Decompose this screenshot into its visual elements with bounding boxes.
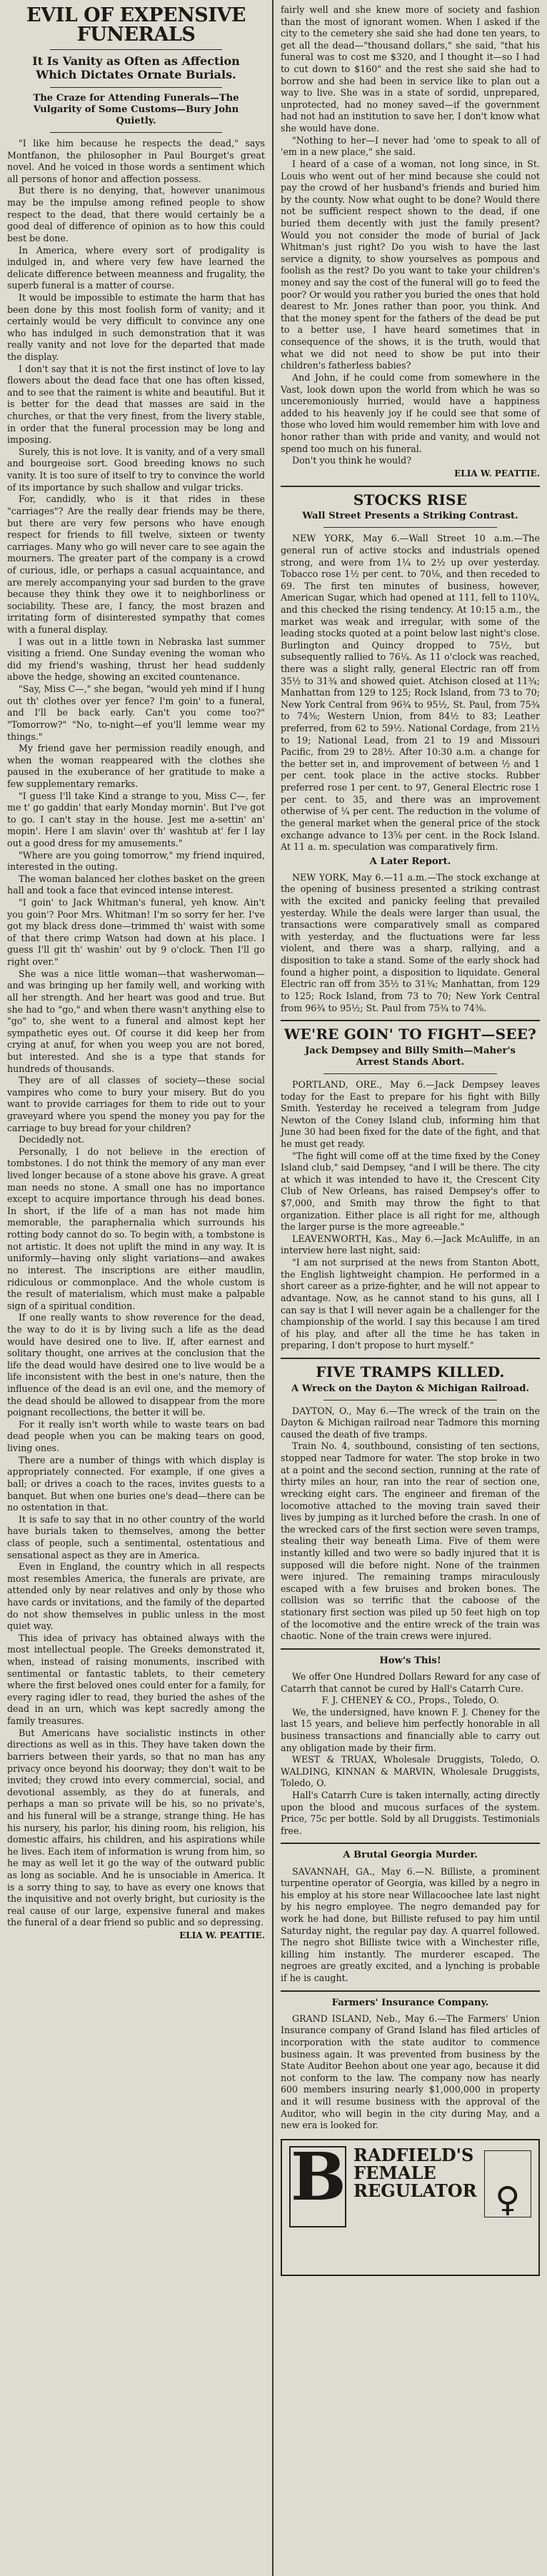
advertisement-regulator xyxy=(281,2139,540,2276)
author-signature: ELIA W. PEATTIE. xyxy=(179,1930,265,1941)
paragraph: Personally, I do not believe in the erection of tombstones. I do not think the memory of any man ever lived longer because of a stone above his grave. A great man needs no stone. A small one has no importance except to acquire importance through his dead bones. In short, if the life of a man has not made him memorable, the paraphernalia which surrounds his rotting body cannot do so. To begin with, a tombstone is not artistic. It does not uplift the mind in any way. It is uniformly—having only slight variations—and awakes no interest. The inscriptions are either maudlin, ridiculous or commonplace. And the whole custom is the result of materialism, which must make a palpable sign of a spiritual condition. xyxy=(7,1146,265,1311)
paragraph: "I guess I'll take Kind a strange to you, Miss C—, fer me t' go gaddin' that early Monday mornin'. But I've got to go. I can't stay in the house. Jest me a-settin' an' mopin'. Here I am slavin' over th' washtub at' fer I lay out a good dress for my amusements." xyxy=(7,790,265,848)
paragraph: She was a nice little woman—that washerwoman—and was bringing up her family well, and working with all her strength. And her heart was good and true. But she had to "go," and when there wasn't anything else to "go" to, she went to a funeral and almost kept her sympathetic eyes out. Of course it did keep her from crying at anuf, for when you weep you are not bored, but interested. And she is a type that stands for hundreds of thousands. xyxy=(7,968,265,1074)
section-divider xyxy=(281,1020,540,1021)
paragraph: "I goin' to Jack Whitman's funeral, yeh know. Ain't you goin'? Poor Mrs. Whitman! I'm so sorry fer her. I've got my black dress done—trimmed th' waist with some of that there crimp Watson had down at his place. I guess I'll git th' washin' out by 9 o'clock. Then I'll go right over." xyxy=(7,897,265,968)
paragraph: "Say, Miss C—," she began, "would yeh mind if I hung out th' clothes over yer fence? I'm goin' to a funeral, and I'll be back early. Can't you come too?" "Tomorrow?" "No, to-night—ef you'll lemme wear my things." xyxy=(7,683,265,742)
paragraph: They are of all classes of society—these social vampires who come to bury your misery. But do you want to provide carriages for them to ride out to your graveyard where you spend the money you pay for the carriage to buy bread for your children? xyxy=(7,1075,265,1133)
headline-georgia-murder: A Brutal Georgia Murder. xyxy=(343,1850,478,1861)
paragraph: NEW YORK, May 6.—Wall Street 10 a.m.—The general run of active stocks and industrials opened strong, and were from 1¼ to 2½ up over yesterday. Tobacco rose 1½ per cent. to 70⅛, and then receded to 69. The first ten minutes of business, however, American Sugar, which had opened at 111, fell to 110¼, and this checked the rising tendency. At 10:15 a.m., the market was weak and irregular, with some of the leading stocks quoted at a point below last night's close. Burlington and Quincy dropped to 75½, but subsequently rallied to 76¼. As 11 o'clock was reached, there was a slight rally, general Electric ran off from 35½ to 31¾ and showed quiet. Atchison closed at 11¾; Manhattan from 129 to 125; Rock Island, from 73 to 70; New York Central from 96¾ to 95½, St. Paul, from 75¾ to 74⅜; Western Union, from 84½ to 83; Leather preferred, from 62 to 59½. National Cordage, from 21½ to 19; National Lead, from 21 to 19 and Missouri Pacific, from 29 to 28½. After 10:30 a.m. a change for the better set in, and improvement of between ½ and 1 per cent. took place in the active stocks. Rubber preferred rose 1 per cent. to 97, General Electric rose 1 per cent. to 35, and there was an improvement otherwise of ¼ per cent. The reduction in the volume of the general market when the general price of the stock exchange advance to 13⅝ per cent. in the Rock Island. At 11 a. m. speculation was comparatively firm. xyxy=(281,533,540,853)
deck-craze: The Craze for Attending Funerals—The Vulgarity of Some Customs—Bury John Quietly. xyxy=(33,92,239,126)
paragraph: WEST & TRUAX, Wholesale Druggists, Toledo, O. WALDING, KINNAN & MARVIN, Wholesale Druggists, Toledo, O. xyxy=(281,1754,540,1789)
section-divider xyxy=(281,486,540,487)
ad-text xyxy=(353,2146,477,2200)
headline-hows-this: How's This! xyxy=(379,1655,441,1666)
paragraph: For it really isn't worth while to waste tears on bad dead people when you can be making tears on good, living ones. xyxy=(7,1418,265,1454)
section-divider xyxy=(281,1990,540,1992)
headline-fight: WE'RE GOIN' TO FIGHT—SEE? xyxy=(283,1026,537,1043)
paragraph: In America, where every sort of prodigality is indulged in, and where very few have learned the delicate difference between meanness and frugality, the superb funeral is a matter of course. xyxy=(7,244,265,291)
paragraph: There are a number of things with which display is appropriately connected. For example, if one gives a ball; or drives a coach to the races, invites guests to a banquet. But when one buries one's dead—there can be no ostentation in that. xyxy=(7,1454,265,1513)
subhead-later-report: A Later Report. xyxy=(369,856,451,867)
paragraph: DAYTON, O., May 6.—The wreck of the train on the Dayton & Michigan railroad near Tadmore this morning caused the death of five tramps. xyxy=(281,1405,540,1440)
paragraph: Surely, this is not love. It is vanity, and of a very small and bourgeoise sort. Good breeding knows no such vanity. It is too sure of itself to try to convince the world of its importance by such shallow and vulgar tricks. xyxy=(7,446,265,493)
paragraph: This idea of privacy has obtained always with the most intellectual people. The Greeks demonstrated it, when, instead of raising monuments, inscribed with sentimental or fantastic tablets, to their cemetery where the first beloved ones could enter for a family, for every raging idler to read, they buried the ashes of the dead in an urn, which was kept sacredly among the family treasures. xyxy=(7,1632,265,1727)
paragraph: PORTLAND, ORE., May 6.—Jack Dempsey leaves today for the East to prepare for his fight with Billy Smith. Yesterday he received a telegram from Judge Newton of the Coney Island club, informing him that June 30 had been fixed for the date of the fight, and that he must get ready. xyxy=(281,1078,540,1149)
paragraph: Don't you think he would? xyxy=(292,455,411,466)
divider xyxy=(323,1073,497,1074)
paragraph: But Americans have socialistic instincts in other directions as well as in this. They have taken down the barriers between their yards, so that no man has any privacy once beyond his doorway; they don't wait to be invited; they crowd into every commercial, social, and devotional assembly, as they do at funerals, and perhaps a man so private will be his, so no private's, and his funeral will be a strange, strange thing. He has his nursery, his parlor, his dining room, his religion, his domestic affairs, his children, and his aspirations while he lives. Each item of information is wrung from him, so he may as well let it go the way of the outward public as long as sociable. And he is unsociable in America. It is a sorry thing to say, to have as every one knows that the inquisitive and not overly bright, but curiosity is the real cause of our large, expensive funeral and makes the funeral of a dear friend so public and so depressing. xyxy=(7,1727,265,1928)
headline-stocks-rise: STOCKS RISE xyxy=(353,491,468,508)
author-signature-right: ELIA W. PEATTIE. xyxy=(454,468,540,478)
paragraph: Train No. 4, southbound, consisting of ten sections, stopped near Tadmore for water. The stop broke in two at a point and the second section, running at the rate of thirty miles an hour, ran into the rear of section one, wrecking eight cars. The engineer and fireman of the locomotive attached to the moving train saved their lives by jumping as it lurched before the crash. In one of the wrecked cars of the first section were seven tramps, stealing their way beneath Lima. Five of them were instantly killed and two were so badly injured that it is supposed will die before night. None of the trainmen were injured. The remaining tramps miraculously escaped with a few bruises and broken bones. The collision was so terrific that the caboose of the stationary first section was piled up 50 feet high on top of the locomotive and the entire wreck of the train was chaotic. None of the train crews were injured. xyxy=(281,1440,540,1642)
paragraph: My friend gave her permission readily enough, and when the woman reappeared with the clothes she paused in the exuberance of her gratitude to make a few supplementary remarks. xyxy=(7,743,265,789)
ad-initial-letter: B xyxy=(289,2146,346,2227)
paragraph: GRAND ISLAND, Neb., May 6.—The Farmers' Union Insurance company of Grand Island has filed articles of incorporation with the state auditor to commence business again. It was prevented from business by the State Auditor Beehon about one year ago, because it did not conform to the law. The company now has nearly 600 members insuring nearly $1,000,000 in property and it will resume business with the approval of the Auditor, who will begin in the city during May, and a new era is looked for. xyxy=(281,2013,540,2131)
divider xyxy=(50,49,222,50)
woman-figure-icon: ♀ xyxy=(484,2150,531,2217)
paragraph: "Nothing to her—I never had 'ome to speak to all of 'em in a new place," she said. xyxy=(281,134,540,158)
paragraph: I heard of a case of a woman, not long since, in St. Louis who went out of her mind because she could not pay the crowd of her husband's friends and buried him by the county. Now what ought to be done? Would there not be sufficient respect shown to the dead, if one buried them decently with just the family present? Would you not consider the mode of burial of Jack Whitman's just right? Do you wish to have the last service a dignity, to show yourselves as pompous and foolish as the rest? Do you want to take your children's money and say the cost of the funeral will go to feed the poor? Or would you rather you buried the ones that hold dearest to Mr. Jones rather than poor, you think. And that the money spent for the fathers of the dead be put to a better use, I have heard sometimes that in consequence of the shows, it is the truth, would that what we did not need to show be put into their children's fatherless babies? xyxy=(281,158,540,371)
paragraph: We, the undersigned, have known F. J. Cheney for the last 15 years, and believe him perfectly honorable in all business transactions and financially able to carry out any obligation made by their firm. xyxy=(281,1706,540,1753)
paragraph: For, candidly, who is it that rides in these "carriages"? Are the really dear friends may be there, but there are very few persons who have enough respect for friends to fill twelve, sixteen or twenty carriages. Many who go will never care to see again the mourners. The greater part of the company is a crowd of curious, idle, or perhaps a casual acquaintance, and are merely accompanying your sad burden to the grave because they think they owe it to neighborliness or sociability. These are, I fancy, the most brazen and irritating form of disinterested sympathy that comes with a funeral display. xyxy=(7,493,265,636)
headline-farmers-insurance: Farmers' Insurance Company. xyxy=(331,1997,489,2008)
paragraph: But there is no denying, that, however unanimous may be the impulse among refined people to show respect to the dead, that there would certainly be a good deal of difference of opinion as to how this could best be done. xyxy=(7,185,265,244)
deck-wreck: A Wreck on the Dayton & Michigan Railroad. xyxy=(291,1383,530,1394)
paragraph: "I am not surprised at the news from Stanton Abott, the English lightweight champion. He performed in a short career as a prize-fighter, and he will not appear to advantage. Now, as he cannot stand to his guns, all I can say is that I will never again be a challenger for the championship of the world. I say this because I am tired of his play, and after all the time he has taken in preparing, I don't propose to hurt myself." xyxy=(281,1257,540,1351)
article-body-funerals xyxy=(7,138,265,1929)
deck-dempsey: Jack Dempsey and Billy Smith—Maher's Arrest Stands Abort. xyxy=(305,1045,516,1068)
paragraph: "I like him because he respects the dead," says Montfanon, the philosopher in Paul Bourget's great novel. And he voiced in those words a sentiment which all persons of honor and affection possess. xyxy=(7,138,265,184)
paragraph: fairly well and she knew more of society and fashion than the most of ignorant women. When I asked if the city to the cemetery she said she had done ten years, to get all the dead—"thousand dollars," she said, "that his funeral was to cost me $320, and I thought it—so I had to cut down to $160" and the rest she said she had to borrow and she had been in service like to plan out a way to live. She was in a state of sordid, unprepared, unprotected, had no money saved—if the government had not had an institution to save her, I don't know what she would have done. xyxy=(281,4,540,134)
divider xyxy=(323,527,497,528)
section-divider xyxy=(281,1358,540,1359)
paragraph: Decidedly not. xyxy=(19,1134,85,1146)
section-divider xyxy=(281,1843,540,1844)
paragraph: SAVANNAH, GA., May 6.—N. Billiste, a prominent turpentine operator of Georgia, was killed by a negro in his employ at his store near Willacoochee late last night by his negro employee. The negro demanded pay for work he had done, but Billiste refused to pay him until Saturday night, the regular pay day. A quarrel followed. The negro shot Billiste twice with a Winchester rifle, killing him instantly. The murderer escaped. The negroes are greatly excited, and a lynching is probable if he is caught. xyxy=(281,1865,540,1984)
paragraph: We offer One Hundred Dollars Reward for any case of Catarrh that cannot be cured by Hall's Catarrh Cure. xyxy=(281,1670,540,1694)
paragraph: I was out in a little town in Nebraska last summer visiting a friend. One Sunday evening the woman who did my friend's washing, thrust her head suddenly above the hedge, showing an excited countenance. xyxy=(7,636,265,683)
paragraph: "Where are you going tomorrow," my friend inquired, interested in the outing. xyxy=(7,849,265,873)
paragraph: I don't say that it is not the first instinct of love to lay flowers about the dead face that one has often kissed, and to see that the raiment is white and beautiful. But it is better for the dead that masses are said in the churches, or that the very finest, from the livery stable, in order that the funeral procession may be long and imposing. xyxy=(7,363,265,446)
paragraph: F. J. CHENEY & CO., Props., Toledo, O. xyxy=(321,1695,499,1706)
paragraph: LEAVENWORTH, Kas., May 6.—Jack McAuliffe, in an interview here last night, said: xyxy=(281,1233,540,1256)
article-continuation xyxy=(281,4,540,467)
deck-vanity: It Is Vanity as Often as Affection Which Dictates Ornate Burials. xyxy=(32,54,240,81)
paragraph: And John, if he could come from somewhere in the Vast, look down upon the world from which he was so unceremoniously hurried, would have a happiness added to his heavenly joy if he could see that some of those who loved him would remember him with love and honor rather than with pride and vanity, and would not spend too much on his funeral. xyxy=(281,371,540,454)
paragraph: The woman balanced her clothes basket on the green hall and took a face that evinced intense interest. xyxy=(7,873,265,896)
paragraph: Hall's Catarrh Cure is taken internally, acting directly upon the blood and mucous surfaces of the system. Price, 75c per bottle. Sold by all Druggists. Testimonials free. xyxy=(281,1790,540,1836)
divider xyxy=(50,87,222,88)
ad-headline: RADFIELD'S FEMALE REGULATOR xyxy=(353,2144,477,2202)
paragraph: It is safe to say that in no other country of the world have burials taken to themselves, among the better class of people, such a sentimental, ostentatious and sensational aspect as they are in America. xyxy=(7,1513,265,1560)
paragraph: Even in England, the country which in all respects most resembles America, the funerals are private, are attended only by near relatives and only by those who have cards or invitations, and the family of the departed do not show themselves in public unless in the most quiet way. xyxy=(7,1561,265,1632)
headline-expensive-funerals: EVIL OF EXPENSIVE FUNERALS xyxy=(26,4,246,46)
deck-wall-street: Wall Street Presents a Striking Contrast. xyxy=(302,511,518,522)
paragraph: "The fight will come off at the time fixed by the Coney Island club," said Dempsey, "and I will be there. The city at which it was intended to have it, the Crescent City Club of New Orleans, has raised Dempsey's offer to $7,000, and Smith may throw the fight to that organization. Either place is all right for me, although the larger purse is the more agreeable." xyxy=(281,1150,540,1233)
paragraph: If one really wants to show reverence for the dead, the way to do it is by living such a life as the dead would have desired one to live. If, after earnest and solitary thought, one arrives at the conclusion that the life the dead would have desired one to live would be a life inconsistent with the best in one's nature, then the influence of the dead is an evil one, and the memory of the dead should be allowed to disappear from the more poignant recollections, the better it will be. xyxy=(7,1312,265,1418)
section-divider xyxy=(281,1648,540,1650)
headline-five-tramps: FIVE TRAMPS KILLED. xyxy=(316,1363,505,1380)
right-column xyxy=(274,0,547,2576)
divider xyxy=(50,132,222,133)
paragraph: NEW YORK, May 6.—11 a.m.—The stock exchange at the opening of business presented a striking contrast with the excited and panicky feeling that prevailed yesterday. While the deals were larger than usual, the transactions were comparatively small as compared with yesterday, and the fluctuations were far less violent, and there was a sharp, rallying, and a disposition to take a stand. Some of the early shock had found a higher point, a disposition to liquidate. General Electric ran off from 35½ to 31¾; Manhattan, from 129 to 125; Rock Island, from 73 to 70; New York Central from 96¾ to 95½; St. Paul from 75¾ to 74⅜. xyxy=(281,871,540,1013)
paragraph: It would be impossible to estimate the harm that has been done by this most foolish form of vanity; and it certainly would be very difficult to convince any one who has indulged in such demonstration that it was really vanity and not love for the departed that made the display. xyxy=(7,291,265,362)
